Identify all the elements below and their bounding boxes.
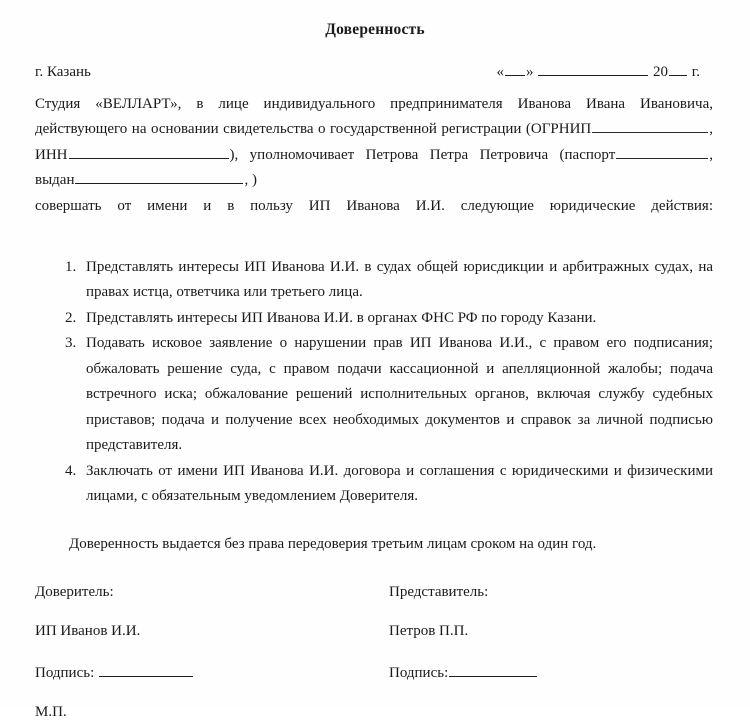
page-title: Доверенность xyxy=(325,21,425,38)
clause-item: Представлять интересы ИП Иванова И.И. в органах ФНС РФ по городу Казани. xyxy=(86,309,597,326)
passport-blank[interactable] xyxy=(616,144,708,159)
representative-signature-label: Подпись: xyxy=(389,665,449,682)
principal-label: Доверитель: xyxy=(35,584,114,601)
clause-item: Подавать исковое заявление о нарушении прав ИП Иванова И.И., с правом его подписания; обжаловать решение суда, с правом подачи кассационной и апелляционной жалобы; подача встречного иска; обжалование решений исполнительных органов, включая службу судебных приставов; подача и получение всех необходимых документов и справок за личной подписью представителя. xyxy=(86,335,713,454)
closing-block xyxy=(35,510,713,558)
city-date-row xyxy=(35,39,713,81)
principal-signature-label: Подпись: xyxy=(35,665,95,682)
lead-part-1: Студия «ВЕЛЛАРТ», в лице индивидуального предпринимателя Иванова Ивана Ивановича, действующего на основании свидетельства о государственной регистрации (ОГРНИП xyxy=(35,95,713,138)
signature-lines-row xyxy=(35,662,713,682)
clauses-list xyxy=(0,255,713,510)
closing-paragraph: Доверенность выдается без права передоверия третьим лицам сроком на один год. xyxy=(69,535,597,552)
clause-item: Представлять интересы ИП Иванова И.И. в судах общей юрисдикции и арбитражных судах, на правах истца, ответчика или третьего лица. xyxy=(86,258,713,301)
signature-labels-row xyxy=(35,584,713,601)
quote-close: » xyxy=(526,63,534,80)
lead-paragraph xyxy=(35,81,713,245)
year-suffix: г. xyxy=(691,63,700,80)
ogrnip-blank[interactable] xyxy=(592,119,708,134)
year-blank[interactable] xyxy=(669,61,687,76)
city-label: г. Казань xyxy=(35,63,91,80)
principal-signature-blank[interactable] xyxy=(99,662,193,677)
month-blank[interactable] xyxy=(538,61,648,76)
inn-blank[interactable] xyxy=(69,144,229,159)
lead-part-3: ), уполномочивает Петрова Петра Петровича (паспорт xyxy=(229,146,616,163)
principal-signature-field xyxy=(35,662,359,682)
lead-part-6: совершать от имени и в пользу ИП Иванова И.И. следующие юридические действия: xyxy=(35,197,713,214)
stamp-label: М.П. xyxy=(35,704,67,721)
representative-signature-blank[interactable] xyxy=(449,662,537,677)
year-prefix: 20 xyxy=(653,63,669,80)
day-blank[interactable] xyxy=(505,61,525,76)
date-line xyxy=(497,61,713,81)
principal-name: ИП Иванов И.И. xyxy=(35,623,141,640)
lead-part-2: , ИНН xyxy=(35,121,713,163)
representative-label: Представитель: xyxy=(389,584,489,601)
document-body xyxy=(35,81,713,245)
signature-block xyxy=(35,584,713,721)
quote-open: « xyxy=(496,63,505,80)
clause-item: Заключать от имени ИП Иванова И.И. договора и соглашения с юридическими и физическими лицами, с обязательным уведомлением Доверителя. xyxy=(86,462,713,505)
lead-part-5: , ) xyxy=(244,172,257,189)
issued-by-blank[interactable] xyxy=(75,170,243,185)
representative-name: Петров П.П. xyxy=(389,623,469,640)
lead-part-4: , выдан xyxy=(35,146,713,189)
signature-names-row xyxy=(35,623,713,640)
representative-signature-field xyxy=(359,662,713,682)
